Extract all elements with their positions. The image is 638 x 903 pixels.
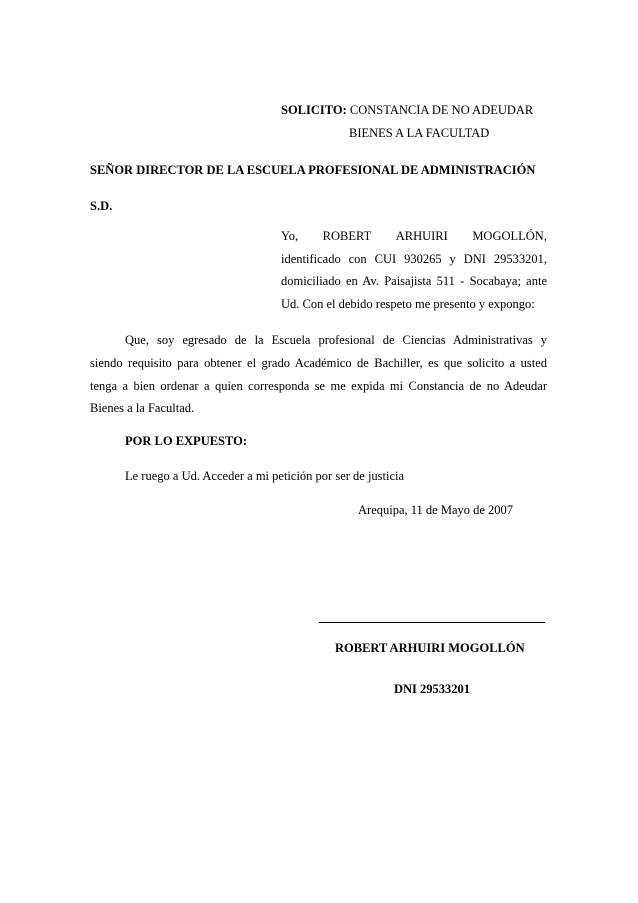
solicito-block — [281, 103, 533, 118]
intro-line-2: identificado con CUI 930265 y DNI 29533201, — [281, 252, 547, 266]
solicito-label: SOLICITO: — [281, 103, 347, 117]
signature-dni: DNI 29533201 — [394, 682, 471, 696]
intro-line-3: domiciliado en Av. Paisajista 511 - Socabaya; ante — [281, 274, 547, 288]
signature-line — [319, 622, 545, 623]
intro-word-3: ARHUIRI — [395, 229, 448, 243]
intro-word-1: Yo, — [281, 229, 299, 243]
signature-name: ROBERT ARHUIRI MOGOLLÓN — [335, 641, 525, 655]
body-line-2: siendo requisito para obtener el grado Académico de Bachiller, es que solicito a usted — [90, 356, 547, 370]
por-lo-expuesto-heading: POR LO EXPUESTO: — [125, 434, 248, 448]
solicito-subject-line2: BIENES A LA FACULTAD — [349, 126, 490, 140]
intro-line-4: Ud. Con el debido respeto me presento y expongo: — [281, 297, 535, 311]
intro-word-4: MOGOLLÓN, — [472, 229, 547, 243]
body-line-1: Que, soy egresado de la Escuela profesional de Ciencias Administrativas y — [125, 333, 547, 347]
recipient-heading: SEÑOR DIRECTOR DE LA ESCUELA PROFESIONAL DE ADMINISTRACIÓN — [90, 163, 536, 177]
body-line-3: tenga a bien ordenar a quien corresponda se me expida mi Constancia de no Adeudar — [90, 379, 547, 393]
intro-word-2: ROBERT — [322, 229, 372, 243]
intro-line-1 — [281, 229, 547, 244]
solicito-subject-line1: CONSTANCIA DE NO ADEUDAR — [349, 103, 534, 117]
ruego-line: Le ruego a Ud. Acceder a mi petición por ser de justicia — [125, 469, 405, 483]
body-line-4: Bienes a la Facultad. — [90, 401, 195, 415]
place-date: Arequipa, 11 de Mayo de 2007 — [358, 503, 514, 517]
sd-abbreviation: S.D. — [90, 199, 113, 213]
